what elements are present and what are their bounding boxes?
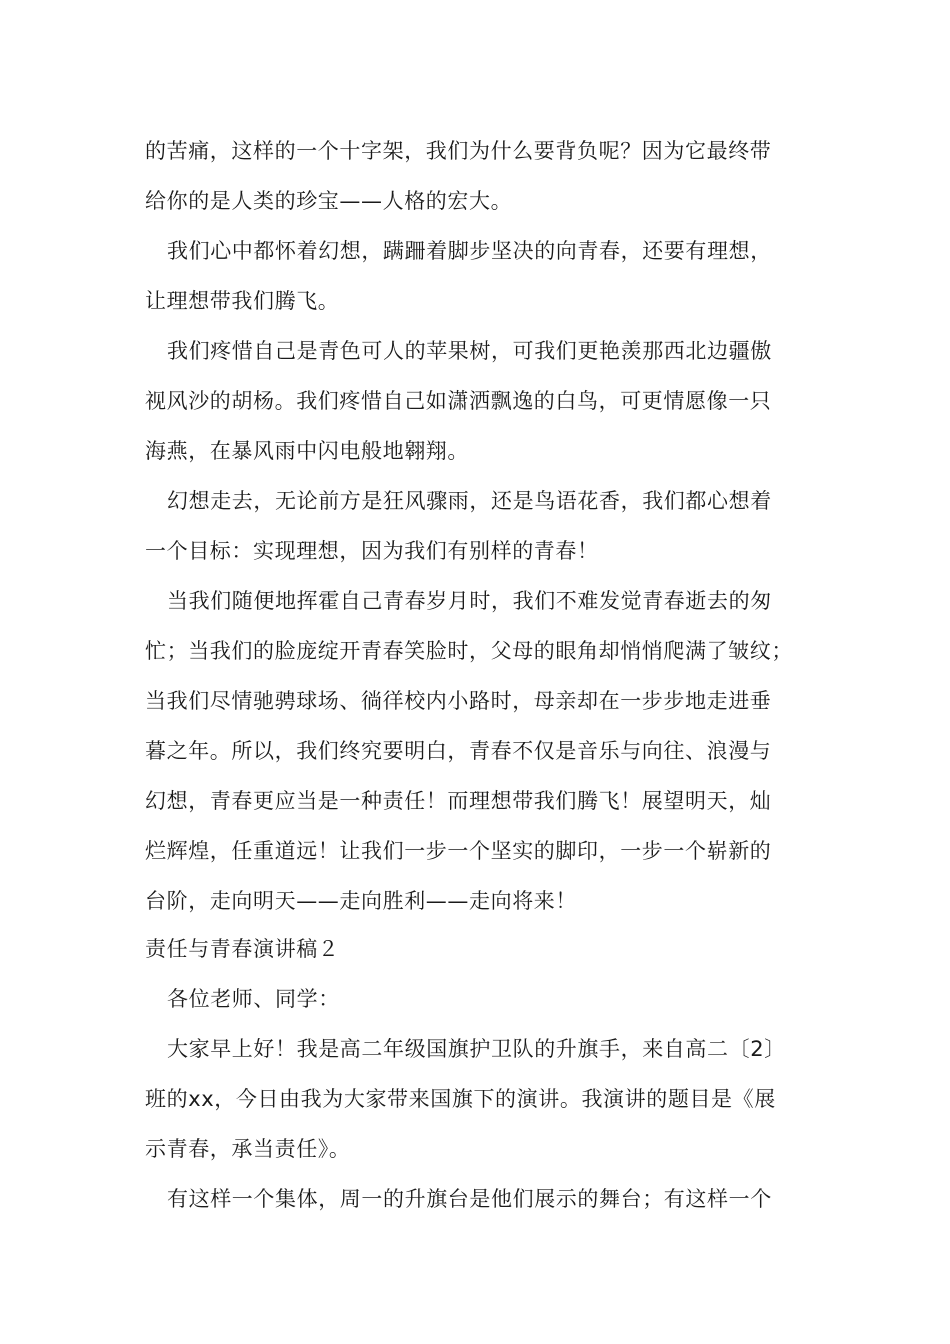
text-line: 大家早上好！我是高二年级国旗护卫队的升旗手，来自高二〔2〕 bbox=[167, 1037, 786, 1061]
text-line: 海燕，在暴风雨中闪电般地翱翔。 bbox=[145, 439, 469, 463]
section-heading: 责任与青春演讲稿２ bbox=[145, 937, 340, 961]
text-line: 班的xx，今日由我为大家带来国旗下的演讲。我演讲的题目是《展 bbox=[145, 1087, 776, 1111]
text-line: 暮之年。所以，我们终究要明白，青春不仅是音乐与向往、浪漫与 bbox=[145, 739, 772, 763]
text-line: 我们心中都怀着幻想，蹒跚着脚步坚决的向青春，还要有理想， bbox=[167, 239, 772, 263]
text-line: 各位老师、同学： bbox=[167, 987, 340, 1011]
text-line: 一个目标：实现理想，因为我们有别样的青春！ bbox=[145, 539, 599, 563]
text-line: 的苦痛，这样的一个十字架，我们为什么要背负呢？因为它最终带 bbox=[145, 139, 772, 163]
text-line: 示青春，承当责任》。 bbox=[145, 1137, 351, 1161]
text-line: 视风沙的胡杨。我们疼惜自己如潇洒飘逸的白鸟，可更情愿像一只 bbox=[145, 389, 772, 413]
text-line: 让理想带我们腾飞。 bbox=[145, 289, 340, 313]
text-line: 幻想，青春更应当是一种责任！而理想带我们腾飞！展望明天，灿 bbox=[145, 789, 772, 813]
text-line: 我们疼惜自己是青色可人的苹果树，可我们更艳羡那西北边疆傲 bbox=[167, 339, 772, 363]
text-line: 幻想走去，无论前方是狂风骤雨，还是鸟语花香，我们都心想着 bbox=[167, 489, 772, 513]
text-line: 当我们随便地挥霍自己青春岁月时，我们不难发觉青春逝去的匆 bbox=[167, 589, 772, 613]
text-line: 有这样一个集体，周一的升旗台是他们展示的舞台；有这样一个 bbox=[167, 1187, 772, 1211]
text-line: 给你的是人类的珍宝——人格的宏大。 bbox=[145, 189, 513, 213]
text-line: 忙；当我们的脸庞绽开青春笑脸时，父母的眼角却悄悄爬满了皱纹； bbox=[145, 639, 793, 663]
text-line: 当我们尽情驰骋球场、徜徉校内小路时，母亲却在一步步地走进垂 bbox=[145, 689, 772, 713]
text-line: 烂辉煌，任重道远！让我们一步一个坚实的脚印，一步一个崭新的 bbox=[145, 839, 772, 863]
text-line: 台阶，走向明天——走向胜利——走向将来！ bbox=[145, 889, 577, 913]
